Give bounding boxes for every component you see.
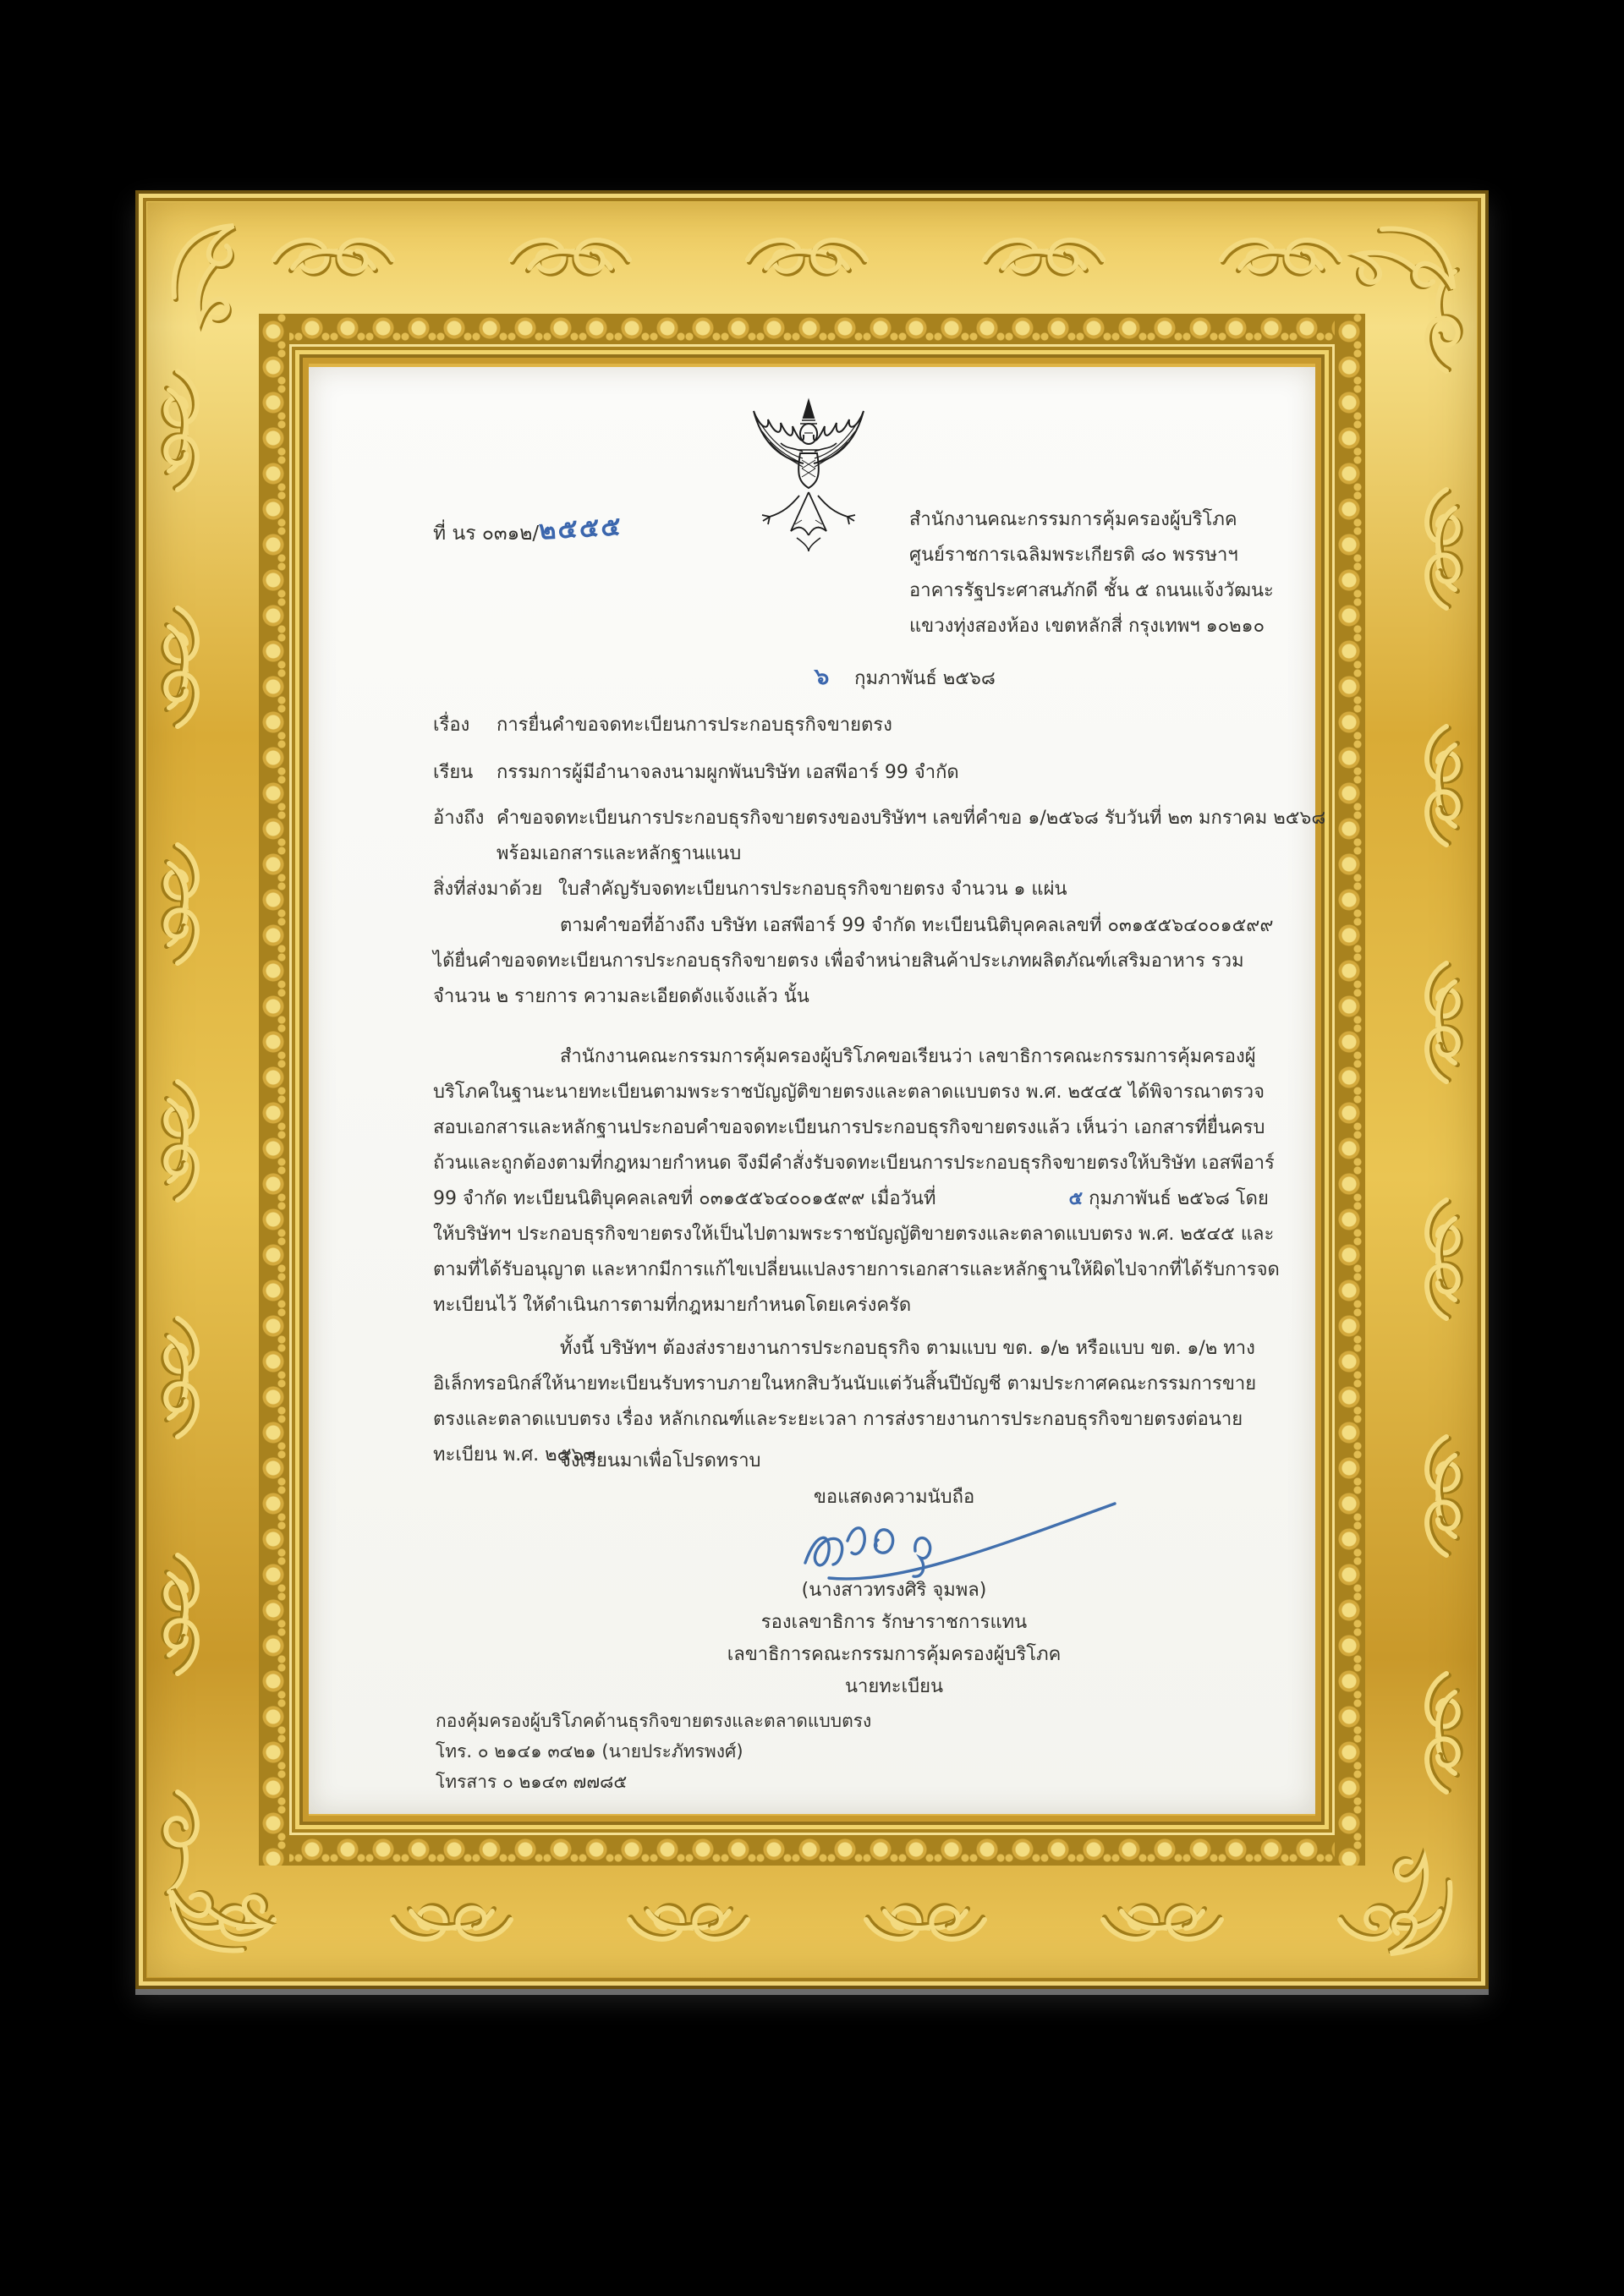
paragraph-1: ตามคำขอที่อ้างถึง บริษัท เอสพีอาร์ 99 จำกัด ทะเบียนนิติบุคคลเลขที่ ๐๓๑๕๕๖๔๐๐๑๕๙๙ ได้ยื่นคำขอจดทะเบียนการประกอบธุรกิจขายตรง เพื่อจำหน่ายสินค้าประเภทผลิตภัณฑ์เสริมอาหาร รวมจำนวน ๒ รายการ ความละเอียดดังแจ้งแล้ว นั้น [433, 915, 1274, 1007]
bead-band-bottom [259, 1835, 1365, 1866]
subject-value: การยื่นคำขอจดทะเบียนการประกอบธุรกิจขายตรง [497, 715, 892, 736]
sender-line: อาคารรัฐประศาสนภักดี ชั้น ๕ ถนนแจ้งวัฒนะ [909, 580, 1274, 601]
document-number-line [433, 509, 623, 551]
footer-telephone: โทร. ๐ ๒๑๔๑ ๓๔๒๑ (นายประภัทรพงศ์) [436, 1741, 743, 1762]
registration-day-handwritten: ๕ [1068, 1188, 1084, 1209]
sender-line: สำนักงานคณะกรรมการคุ้มครองผู้บริโภค [909, 509, 1237, 530]
letter-document [309, 367, 1326, 1814]
salutation: ขอแสดงความนับถือ [813, 1487, 975, 1508]
reference-label: อ้างถึง [433, 808, 485, 829]
garuda-emblem-icon [732, 397, 886, 571]
footer-department: กองคุ้มครองผู้บริโภคด้านธุรกิจขายตรงและตลาดแบบตรง [436, 1711, 872, 1731]
date-month-year: กุมภาพันธ์ ๒๕๖๘ [854, 668, 996, 689]
date-day-handwritten: ๖ [814, 663, 830, 691]
signer-title-3: นายทะเบียน [844, 1676, 943, 1697]
letter-date [815, 658, 996, 694]
paragraph-2-text: สำนักงานคณะกรรมการคุ้มครองผู้บริโภคขอเรียนว่า เลขาธิการคณะกรรมการคุ้มครองผู้บริโภคในฐานะนายทะเบียนตามพระราชบัญญัติขายตรงและตลาดแบบตรง พ.ศ. ๒๕๔๕ ได้พิจารณาตรวจสอบเอกสารและหลักฐานประกอบคำขอจดทะเบียนการประกอบธุรกิจขายตรงแล้ว เห็นว่า เอกสารที่ยื่นครบถ้วนและถูกต้องตามที่กฎหมายกำหนด จึงมีคำสั่งรับจดทะเบียนการประกอบธุรกิจขายตรงให้บริษัท เอสพีอาร์ 99 จำกัด ทะเบียนนิติบุคคลเลขที่ ๐๓๑๕๕๖๔๐๐๑๕๙๙ เมื่อวันที่ [433, 1046, 1275, 1209]
paragraph-2 [433, 1039, 1286, 1323]
signer-name: (นางสาวทรงศิริ จุมพล) [801, 1580, 987, 1601]
sender-address-block [909, 502, 1274, 644]
signer-title-2: เลขาธิการคณะกรรมการคุ้มครองผู้บริโภค [727, 1644, 1062, 1665]
footer-fax: โทรสาร ๐ ๒๑๔๓ ๗๗๘๕ [436, 1772, 628, 1792]
sender-line: ศูนย์ราชการเฉลิมพระเกียรติ ๘๐ พรรษาฯ [909, 545, 1238, 566]
reference-value-line2: พร้อมเอกสารและหลักฐานแนบ [497, 843, 742, 864]
enclosure-value: ใบสำคัญรับจดทะเบียนการประกอบธุรกิจขายตรง จำนวน ๑ แผ่น [558, 879, 1067, 900]
gold-picture-frame [135, 190, 1489, 1989]
to-label: เรียน [433, 762, 474, 783]
signer-block [640, 1575, 1148, 1703]
document-number-prefix: ที่ นร ๐๓๑๒/ [433, 523, 540, 545]
bead-band-top [259, 314, 1365, 344]
subject-label: เรื่อง [433, 715, 470, 736]
paragraph-3: ทั้งนี้ บริษัทฯ ต้องส่งรายงานการประกอบธุรกิจ ตามแบบ ขต. ๑/๒ หรือแบบ ขต. ๑/๒ ทางอิเล็กทรอนิกส์ให้นายทะเบียนรับทราบภายในหกสิบวันนับแต่วันสิ้นปีบัญชี ตามประกาศคณะกรรมการขายตรงและตลาดแบบตรง เรื่อง หลักเกณฑ์และระยะเวลา การส่งรายงานการประกอบธุรกิจขายตรงต่อนายทะเบียน พ.ศ. ๒๕๖๓ [433, 1338, 1257, 1466]
bead-band-left [259, 314, 289, 1866]
document-number-handwritten: ๒๕๕๕ [538, 511, 623, 546]
to-value: กรรมการผู้มีอำนาจลงนามผูกพันบริษัท เอสพีอาร์ 99 จำกัด [497, 762, 959, 783]
closing-line: จึงเรียนมาเพื่อโปรดทราบ [560, 1450, 761, 1471]
enclosure-label: สิ่งที่ส่งมาด้วย [433, 879, 543, 900]
bead-band-right [1335, 314, 1365, 1866]
sender-line: แขวงทุ่งสองห้อง เขตหลักสี่ กรุงเทพฯ ๑๐๒๑๐ [909, 616, 1265, 637]
signer-title-1: รองเลขาธิการ รักษาราชการแทน [760, 1612, 1028, 1633]
reference-value-line1: คำขอจดทะเบียนการประกอบธุรกิจขายตรงของบริษัทฯ เลขที่คำขอ ๑/๒๕๖๘ รับวันที่ ๒๓ มกราคม ๒๕๖๘ [497, 808, 1326, 829]
paragraph-2-text-cont: กุมภาพันธ์ ๒๕๖๘ โดยให้บริษัทฯ ประกอบธุรกิจขายตรงให้เป็นไปตามพระราชบัญญัติขายตรงและตลาดแบบตรง พ.ศ. ๒๕๔๕ และตามที่ได้รับอนุญาต และหากมีการแก้ไขเปลี่ยนแปลงรายการเอกสารและหลักฐานให้ผิดไปจากที่ได้รับการจดทะเบียนไว้ ให้ดำเนินการตามที่กฎหมายกำหนดโดยเคร่งครัด [433, 1188, 1280, 1316]
